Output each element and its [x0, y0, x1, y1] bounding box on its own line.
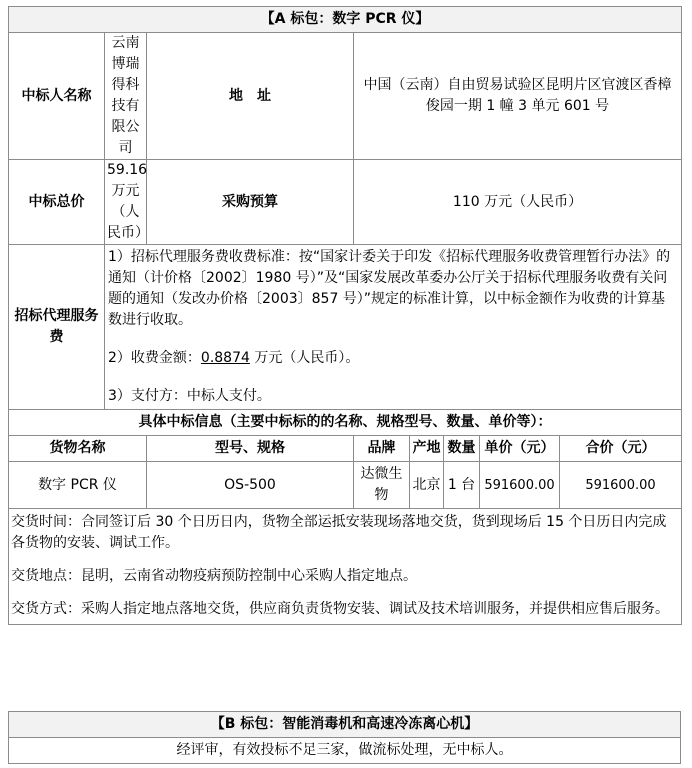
delivery-info	[9, 509, 682, 625]
delivery-place: 交货地点：昆明，云南省动物疫病预防控制中心采购人指定地点。	[11, 568, 417, 584]
col-unit-price: 单价（元）	[480, 436, 560, 462]
fee-amount-value: 0.8874	[200, 350, 250, 366]
col-total-price: 合价（元）	[560, 436, 682, 462]
total-price-value: 59.16万元（人民币）	[105, 160, 147, 245]
col-quantity: 数量	[444, 436, 480, 462]
total-price-label: 中标总价	[9, 160, 105, 245]
delivery-time: 交货时间：合同签订后 30 个日历日内，货物全部运抵安装现场落地交货，货到现场后 15 个日历日内完成各货物的安装、调试工作。	[11, 514, 667, 551]
col-goods-name: 货物名称	[9, 436, 147, 462]
package-a-title: 【A 标包：数字 PCR 仪】	[9, 7, 682, 33]
cell-brand: 达微生物	[354, 462, 410, 509]
winner-label: 中标人名称	[9, 33, 105, 160]
table-row	[9, 462, 682, 509]
cell-origin: 北京	[410, 462, 444, 509]
package-b-title: 【B 标包：智能消毒机和高速冷冻离心机】	[9, 712, 681, 738]
budget-value: 110 万元（人民币）	[354, 160, 682, 245]
fee-amount-text: 2）收费金额：0.8874 万元（人民币）。	[108, 350, 360, 366]
package-a-table	[8, 6, 682, 625]
cell-goods-name: 数字 PCR 仪	[9, 462, 147, 509]
fee-standard-text: 1）招标代理服务费收费标准：按“国家计委关于印发《招标代理服务收费管理暂行办法》的通知（计价格〔2002〕1980 号）”及“国家发展改革委办公厅关于招标代理服务收费有关问题的通知（发改办价格〔2003〕857 号）”规定的标准计算，以中标金额作为收费的计算基数进行收取。	[108, 249, 671, 328]
cell-model: OS-500	[147, 462, 354, 509]
budget-label: 采购预算	[147, 160, 354, 245]
package-b-table	[8, 711, 681, 764]
col-brand: 品牌	[354, 436, 410, 462]
cell-total-price: 591600.00	[560, 462, 682, 509]
agency-fee-label: 招标代理服务费	[9, 245, 105, 410]
details-title: 具体中标信息（主要中标标的的名称、规格型号、数量、单价等）：	[9, 410, 682, 436]
cell-unit-price: 591600.00	[480, 462, 560, 509]
package-b-result: 经评审，有效投标不足三家，做流标处理，无中标人。	[9, 738, 681, 764]
cell-quantity: 1 台	[444, 462, 480, 509]
winner-value: 云南博瑞得科技有限公司	[105, 33, 147, 160]
address-value: 中国（云南）自由贸易试验区昆明片区官渡区香樟俊园一期 1 幢 3 单元 601 号	[354, 33, 682, 160]
agency-fee-content	[105, 245, 682, 410]
address-label: 地 址	[147, 33, 354, 160]
col-model-spec: 型号、规格	[147, 436, 354, 462]
col-origin: 产地	[410, 436, 444, 462]
fee-payer-text: 3）支付方：中标人支付。	[108, 388, 271, 404]
delivery-method: 交货方式：采购人指定地点落地交货，供应商负责货物安装、调试及技术培训服务，并提供相应售后服务。	[11, 601, 669, 617]
